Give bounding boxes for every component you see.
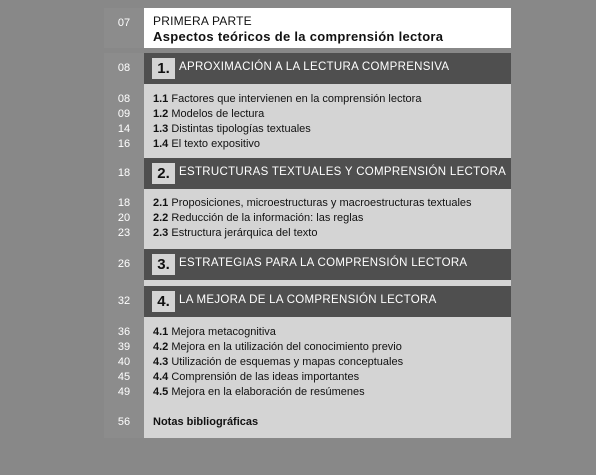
section-list — [104, 323, 511, 405]
list-item[interactable] — [104, 325, 511, 340]
section-number: 4.3 — [153, 356, 169, 368]
page-number-cell — [104, 53, 144, 84]
section-number: 2.1 — [153, 197, 169, 209]
section-label — [153, 355, 403, 370]
list-item[interactable] — [104, 196, 511, 211]
section-list — [104, 195, 511, 247]
chapter-title: APROXIMACIÓN A LA LECTURA COMPRENSIVA — [179, 61, 450, 73]
section-label — [153, 92, 421, 107]
section-label — [153, 211, 363, 226]
notes-page-number: 56 — [117, 416, 131, 428]
section-page-number: 36 — [117, 326, 131, 338]
chapter-header[interactable] — [104, 53, 511, 84]
section-page-number: 45 — [117, 371, 131, 383]
section-number: 1.2 — [153, 108, 169, 120]
notes-row[interactable] — [104, 405, 511, 438]
part-title: Aspectos teóricos de la comprensión lectora — [153, 29, 444, 44]
table-of-contents — [104, 8, 511, 438]
section-title: Comprensión de las ideas importantes — [171, 371, 360, 383]
section-page-number: 18 — [117, 197, 131, 209]
section-page-number: 20 — [117, 212, 131, 224]
page-number-cell — [104, 249, 144, 280]
chapter-header[interactable] — [104, 158, 511, 189]
chapter-header[interactable] — [104, 286, 511, 317]
part-title-cell — [144, 8, 511, 48]
chapter-page-number: 08 — [117, 62, 131, 74]
section-page-number: 49 — [117, 386, 131, 398]
part-header — [104, 8, 511, 48]
section-label — [153, 196, 472, 211]
section-number: 1.1 — [153, 93, 169, 105]
section-title: Proposiciones, microestructuras y macroestructuras textuales — [171, 197, 472, 209]
section-title: Mejora en la elaboración de resúmenes — [171, 386, 365, 398]
list-item[interactable] — [104, 107, 511, 122]
section-title: Mejora metacognitiva — [171, 326, 276, 338]
section-label — [153, 385, 365, 400]
section-page-number: 23 — [117, 227, 131, 239]
section-page-number: 14 — [117, 123, 131, 135]
part-page-number: 07 — [117, 17, 131, 29]
section-number: 2.2 — [153, 212, 169, 224]
chapter-page-number: 32 — [117, 295, 131, 307]
chapter-bar — [144, 53, 511, 84]
section-title: Utilización de esquemas y mapas conceptuales — [171, 356, 404, 368]
chapter-bar — [144, 286, 511, 317]
section-number: 4.1 — [153, 326, 169, 338]
section-title: Reducción de la información: las reglas — [171, 212, 364, 224]
section-number: 1.3 — [153, 123, 169, 135]
chapter-bar — [144, 249, 511, 280]
part-label: PRIMERA PARTE — [153, 14, 252, 28]
section-number: 4.5 — [153, 386, 169, 398]
section-number: 1.4 — [153, 138, 169, 150]
page-number-cell — [104, 158, 144, 189]
chapter-number: 4. — [152, 291, 175, 312]
section-number: 2.3 — [153, 227, 169, 239]
section-number: 4.2 — [153, 341, 169, 353]
chapter-number: 3. — [152, 254, 175, 275]
section-label — [153, 122, 311, 137]
section-label — [153, 325, 276, 340]
list-item[interactable] — [104, 122, 511, 137]
section-title: Factores que intervienen en la comprensión lectora — [171, 93, 422, 105]
section-label — [153, 340, 402, 355]
list-item[interactable] — [104, 355, 511, 370]
section-page-number: 16 — [117, 138, 131, 150]
chapter-number: 2. — [152, 163, 175, 184]
page-number-cell — [104, 286, 144, 317]
section-label — [153, 107, 264, 122]
chapter-page-number: 26 — [117, 258, 131, 270]
section-label — [153, 137, 260, 152]
section-page-number: 09 — [117, 108, 131, 120]
section-page-number: 08 — [117, 93, 131, 105]
section-number: 4.4 — [153, 371, 169, 383]
chapter-title: LA MEJORA DE LA COMPRENSIÓN LECTORA — [179, 294, 437, 306]
section-page-number: 39 — [117, 341, 131, 353]
section-list — [104, 90, 511, 156]
section-title: Distintas tipologías textuales — [171, 123, 311, 135]
chapter-bar — [144, 158, 511, 189]
list-item[interactable] — [104, 92, 511, 107]
chapter-page-number: 18 — [117, 167, 131, 179]
list-item[interactable] — [104, 211, 511, 226]
chapter-header[interactable] — [104, 249, 511, 280]
list-item[interactable] — [104, 385, 511, 400]
notes-title: Notas bibliográficas — [153, 416, 259, 428]
section-label — [153, 226, 318, 241]
chapter-title: ESTRUCTURAS TEXTUALES Y COMPRENSIÓN LECTORA — [179, 166, 507, 178]
section-title: Mejora en la utilización del conocimiento previo — [171, 341, 402, 353]
list-item[interactable] — [104, 137, 511, 152]
section-label — [153, 370, 359, 385]
chapter-title: ESTRATEGIAS PARA LA COMPRENSIÓN LECTORA — [179, 257, 468, 269]
list-item[interactable] — [104, 340, 511, 355]
chapter-number: 1. — [152, 58, 175, 79]
list-item[interactable] — [104, 226, 511, 241]
section-title: Estructura jerárquica del texto — [171, 227, 318, 239]
section-page-number: 40 — [117, 356, 131, 368]
section-title: Modelos de lectura — [171, 108, 265, 120]
section-title: El texto expositivo — [171, 138, 261, 150]
list-item[interactable] — [104, 370, 511, 385]
